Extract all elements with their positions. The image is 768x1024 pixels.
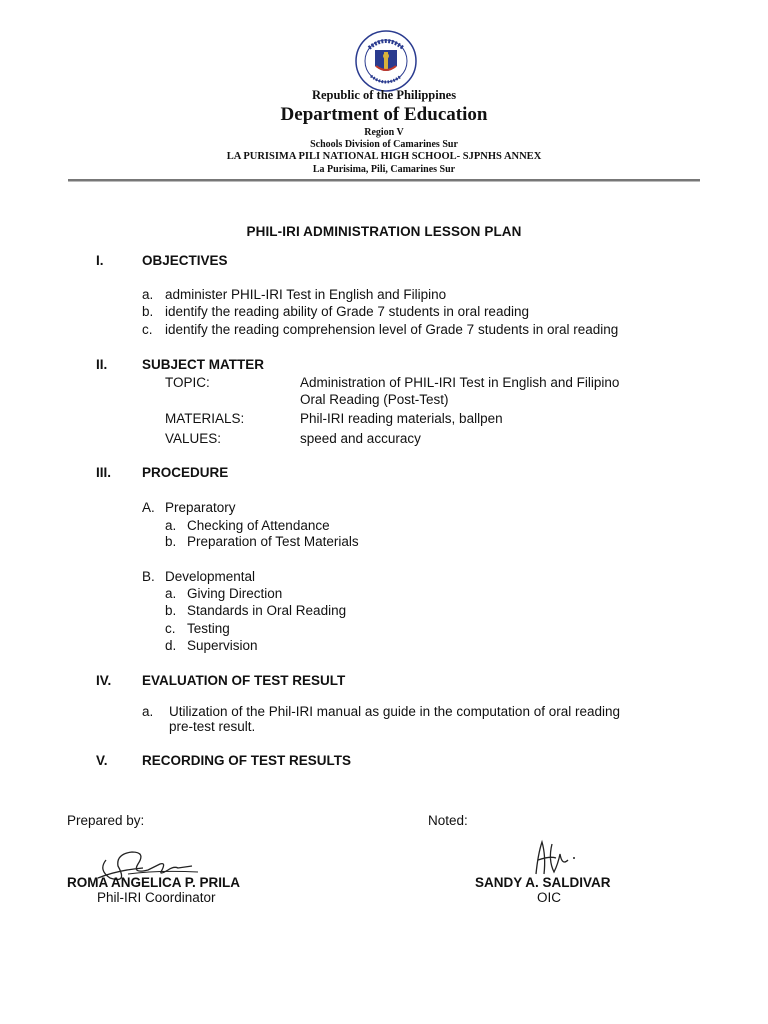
subsection-letter: B. [142,569,155,584]
list-letter: c. [165,621,176,636]
noted-name: SANDY A. SALDIVAR [475,875,611,890]
prepared-by-label: Prepared by: [67,813,145,828]
list-item: Checking of Attendance [187,518,330,533]
values-value: speed and accuracy [300,431,421,446]
prepared-role: Phil-IRI Coordinator [97,890,216,905]
list-item: identify the reading comprehension level of Grade 7 students in oral reading [165,322,619,337]
deped-seal [355,30,417,92]
list-letter: a. [142,704,154,719]
school-address: La Purisima, Pili, Camarines Sur [312,164,456,175]
list-letter: b. [142,304,154,319]
section-number: II. [96,357,108,372]
section-heading: PROCEDURE [142,465,229,480]
section-number: V. [96,753,108,768]
list-letter: a. [165,586,177,601]
list-letter: a. [165,518,177,533]
list-item: Preparation of Test Materials [187,534,359,549]
list-letter: d. [165,638,177,653]
values-label: VALUES: [165,431,222,446]
list-letter: b. [165,534,177,549]
list-item: Giving Direction [187,586,283,601]
list-letter: a. [142,287,154,302]
noted-label: Noted: [428,813,468,828]
list-item: identify the reading ability of Grade 7 students in oral reading [165,304,529,319]
prepared-name: ROMA ANGELICA P. PRILA [67,875,241,890]
region-text: Region V [364,127,404,138]
section-heading: OBJECTIVES [142,253,228,268]
section-number: III. [96,465,112,480]
section-heading: RECORDING OF TEST RESULTS [142,753,352,768]
list-item: Supervision [187,638,258,653]
noted-role: OIC [537,890,562,905]
section-number: IV. [96,673,112,688]
header-divider [68,179,700,182]
department-title: Department of Education [280,104,488,125]
topic-value: Administration of PHIL-IRI Test in English and Filipino [300,375,620,390]
list-item-cont: pre-test result. [169,719,256,734]
subsection-title: Developmental [165,569,256,584]
division-text: Schools Division of Camarines Sur [310,139,458,150]
materials-label: MATERIALS: [165,411,245,426]
list-item: Standards in Oral Reading [187,603,347,618]
topic-value-cont: Oral Reading (Post-Test) [300,392,449,407]
republic-text: Republic of the Philippines [311,88,457,102]
school-name: LA PURISIMA PILI NATIONAL HIGH SCHOOL- SJPNHS ANNEX [226,151,542,162]
list-letter: c. [142,322,153,337]
list-letter: b. [165,603,177,618]
list-item: administer PHIL-IRI Test in English and Filipino [165,287,447,302]
subsection-letter: A. [142,500,155,515]
list-item: Testing [187,621,230,636]
subsection-title: Preparatory [165,500,236,515]
section-heading: SUBJECT MATTER [142,357,265,372]
list-item: Utilization of the Phil-IRI manual as guide in the computation of oral reading [169,704,621,719]
section-number: I. [96,253,104,268]
document-title: PHIL-IRI ADMINISTRATION LESSON PLAN [246,224,522,239]
topic-label: TOPIC: [165,375,210,390]
materials-value: Phil-IRI reading materials, ballpen [300,411,503,426]
section-heading: EVALUATION OF TEST RESULT [142,673,346,688]
